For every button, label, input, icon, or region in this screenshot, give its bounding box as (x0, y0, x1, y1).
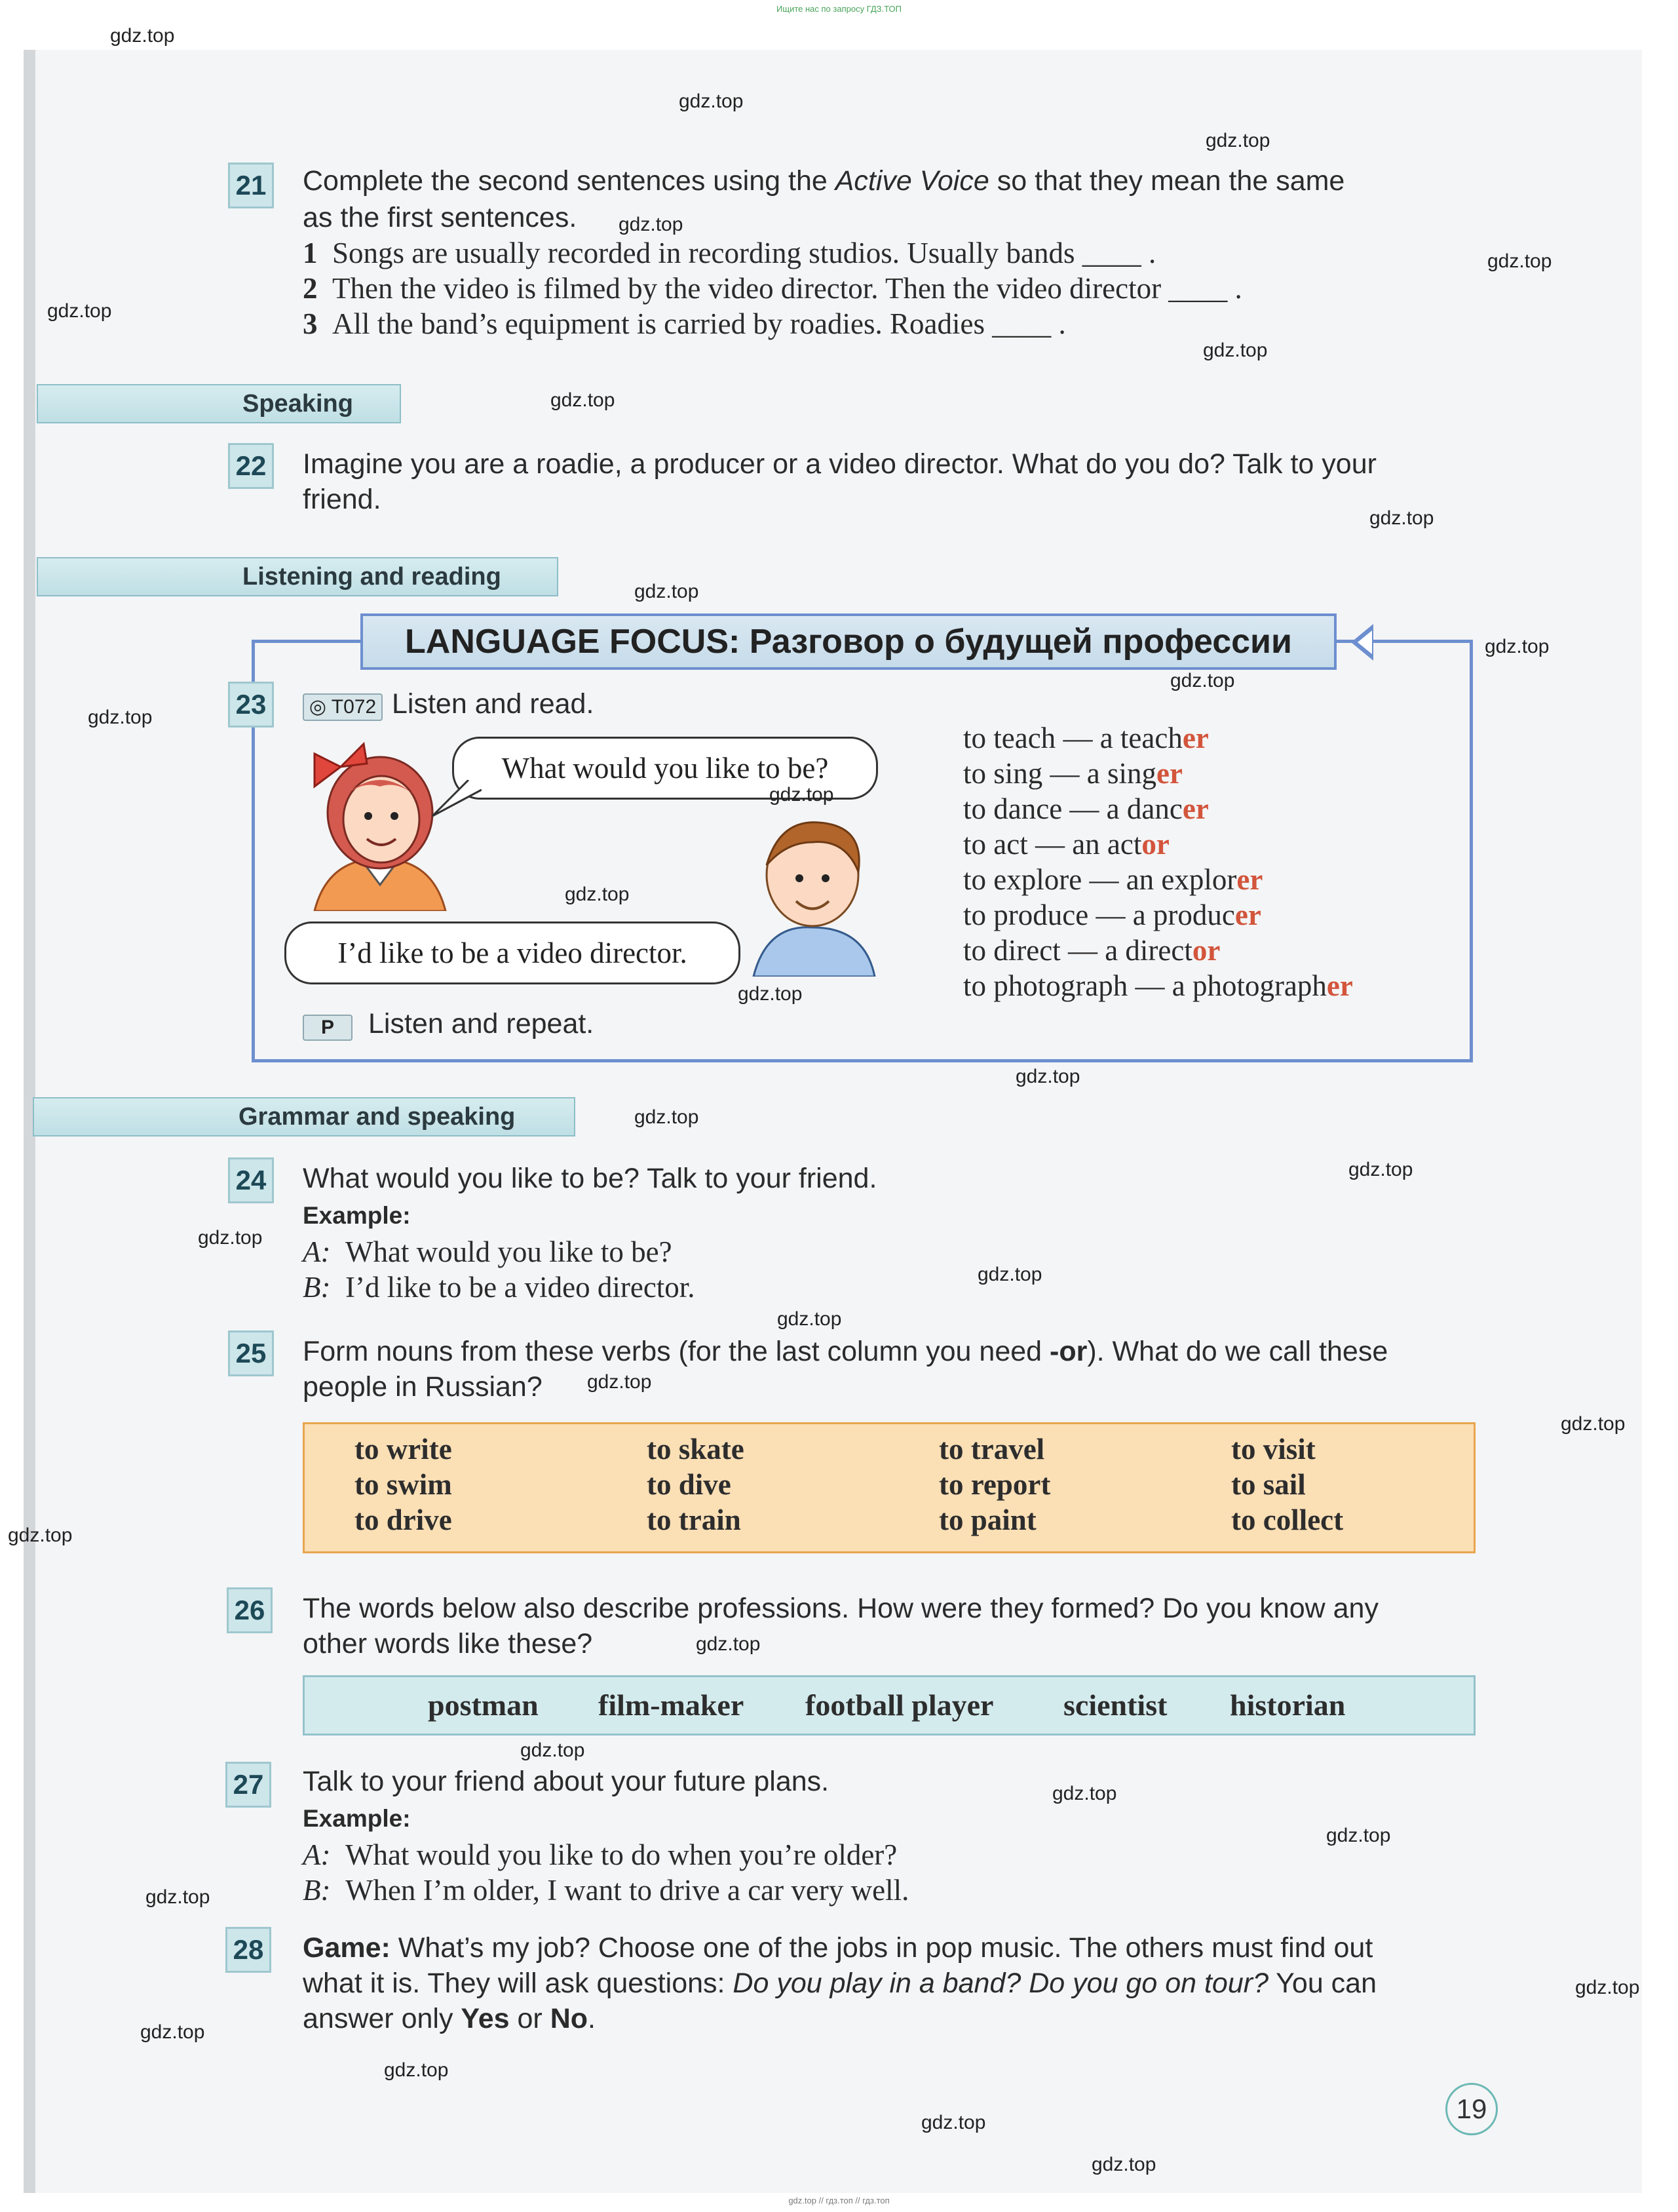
speaker-a: A: (303, 1235, 331, 1268)
watermark: gdz.top (978, 1264, 1042, 1285)
form-noun: a photograph (1172, 969, 1327, 1002)
exercise-number-24: 24 (228, 1157, 274, 1203)
watermark: gdz.top (1092, 2154, 1156, 2175)
watermark: gdz.top (198, 1227, 263, 1249)
form-row-produce: to produce — a producer (963, 899, 1261, 931)
watermark: gdz.top (1170, 670, 1235, 691)
watermark: gdz.top (145, 1886, 210, 1908)
form-suffix: er (1156, 757, 1183, 790)
top-banner[interactable]: Ищите нас по запросу ГДЗ.ТОП (776, 4, 902, 14)
verb-cell: to report (939, 1468, 1051, 1501)
ex21-instr-part-b: so that they mean the same (989, 165, 1345, 197)
form-noun: a sing (1086, 757, 1157, 790)
form-row-direct: to direct — a director (963, 934, 1221, 967)
watermark: gdz.top (587, 1371, 652, 1393)
form-suffix: er (1236, 863, 1263, 896)
ex28-line2 (303, 1968, 1377, 2000)
ex27-line-a (303, 1838, 897, 1872)
ex28-line1 (303, 1932, 1373, 1964)
line-text: What would you like to be? (345, 1235, 672, 1268)
verbs-box (303, 1422, 1476, 1553)
exercise-number-23: 23 (228, 682, 274, 728)
speaker-b: B: (303, 1271, 331, 1304)
ex28-line2-text: what it is. They will ask questions: (303, 1968, 733, 1999)
exercise-number-27: 27 (225, 1762, 271, 1808)
exercise-number-22: 22 (228, 443, 274, 489)
ex21-item-2 (303, 271, 1242, 305)
ex25-suffix-or: -or (1050, 1336, 1088, 1367)
ex22-text-line1: Imagine you are a roadie, a producer or a video director. What do you do? Talk to your (303, 448, 1377, 480)
form-verb: to direct (963, 934, 1061, 967)
watermark: gdz.top (1203, 340, 1268, 361)
watermark: gdz.top (1369, 507, 1434, 529)
ex21-instruction-line2: as the first sentences. (303, 202, 577, 233)
form-verb: to dance (963, 792, 1063, 825)
line-text: What would you like to do when you’re older? (345, 1838, 898, 1871)
listen-repeat-instruction: Listen and repeat. (368, 1008, 594, 1039)
watermark: gdz.top (1206, 130, 1270, 151)
watermark: gdz.top (550, 389, 615, 411)
ex28-questions: Do you play in a band? Do you go on tour? (733, 1968, 1268, 1999)
exercise-number-21: 21 (228, 163, 274, 208)
ex25-instruction-line1 (303, 1336, 1388, 1368)
answer-no: No (550, 2003, 588, 2034)
section-header-speaking: Speaking (37, 384, 401, 423)
verb-cell: to sail (1231, 1468, 1306, 1501)
watermark: gdz.top (696, 1633, 761, 1655)
verb-cell: to swim (354, 1468, 452, 1501)
girl-illustration (301, 728, 459, 911)
page-number: 19 (1445, 2083, 1498, 2135)
watermark: gdz.top (565, 883, 630, 905)
language-focus-title: LANGUAGE FOCUS: Разговор о будущей профессии (360, 613, 1337, 670)
watermark: gdz.top (88, 707, 153, 728)
profession-word: film-maker (598, 1688, 744, 1722)
item-number: 3 (303, 307, 318, 340)
ex25-part-a: Form nouns from these verbs (for the last column you need (303, 1336, 1050, 1367)
watermark: gdz.top (384, 2059, 449, 2081)
verb-cell: to collect (1231, 1504, 1344, 1536)
ex26-instruction-line1: The words below also describe professions. How were they formed? Do you know any (303, 1593, 1379, 1624)
form-suffix: or (1141, 828, 1170, 861)
form-noun: a direct (1105, 934, 1192, 967)
professions-word-box (303, 1675, 1476, 1736)
verb-cell: to dive (647, 1468, 731, 1501)
profession-word: postman (428, 1688, 539, 1722)
form-suffix: er (1182, 792, 1209, 825)
ex28-period: . (588, 2003, 596, 2034)
ex21-instr-part-a: Complete the second sentences using the (303, 165, 835, 197)
watermark: gdz.top (8, 1524, 73, 1546)
ex24-instruction: What would you like to be? Talk to your friend. (303, 1163, 877, 1194)
form-noun: an explor (1126, 863, 1237, 896)
exercise-number-26: 26 (227, 1587, 273, 1633)
ex27-instruction: Talk to your friend about your future plans. (303, 1766, 829, 1797)
answer-yes: Yes (461, 2003, 510, 2034)
speech-bubble-answer: I’d like to be a video director. (284, 922, 740, 984)
speaker-a: A: (303, 1838, 331, 1871)
form-row-explore: to explore — an explorer (963, 863, 1263, 896)
item-text: Songs are usually recorded in recording studios. Usually bands ____ . (332, 237, 1156, 269)
pronunciation-badge[interactable]: P (303, 1015, 353, 1041)
profession-word: historian (1230, 1688, 1346, 1722)
ex21-instr-emphasis: Active Voice (835, 165, 989, 197)
form-suffix: er (1182, 722, 1209, 754)
exercise-number-28: 28 (225, 1927, 271, 1973)
form-noun: an act (1072, 828, 1142, 861)
item-number: 2 (303, 272, 318, 305)
form-verb: to explore (963, 863, 1082, 896)
profession-word: scientist (1063, 1688, 1168, 1722)
verb-cell: to drive (354, 1504, 452, 1536)
item-number: 1 (303, 237, 318, 269)
form-row-sing: to sing — a singer (963, 757, 1183, 790)
ex28-or: or (509, 2003, 550, 2034)
ex28-line3-text: answer only (303, 2003, 461, 2034)
watermark: gdz.top (738, 983, 803, 1005)
speaker-b: B: (303, 1874, 331, 1907)
ex27-line-b (303, 1873, 909, 1907)
form-verb: to act (963, 828, 1028, 861)
watermark: gdz.top (140, 2021, 205, 2043)
line-text: I’d like to be a video director. (345, 1271, 695, 1304)
audio-track-badge[interactable] (303, 693, 383, 721)
watermark: gdz.top (1485, 636, 1550, 657)
watermark: gdz.top (1348, 1159, 1413, 1180)
watermark: gdz.top (634, 1106, 699, 1128)
form-row-act: to act — an actor (963, 828, 1170, 861)
form-row-dance: to dance — a dancer (963, 792, 1209, 825)
form-suffix: or (1192, 934, 1221, 967)
ex28-line2-end: You can (1268, 1968, 1377, 1999)
ex28-line3 (303, 2003, 596, 2035)
ex26-instruction-line2: other words like these? (303, 1628, 593, 1659)
verb-cell: to train (647, 1504, 741, 1536)
section-header-listening-reading: Listening and reading (37, 557, 558, 596)
watermark: gdz.top (110, 25, 175, 47)
form-verb: to sing (963, 757, 1043, 790)
verb-cell: to visit (1231, 1433, 1316, 1465)
watermark: gdz.top (1052, 1783, 1117, 1804)
watermark: gdz.top (777, 1308, 842, 1330)
form-verb: to photograph (963, 969, 1128, 1002)
item-text: Then the video is filmed by the video director. Then the video director ____ . (332, 272, 1242, 305)
bottom-banner[interactable]: gdz.top // гдз.топ // гдз.топ (788, 2196, 890, 2205)
exercise-number-25: 25 (228, 1330, 274, 1376)
form-verb: to teach (963, 722, 1056, 754)
ex25-part-c: ). What do we call these (1087, 1336, 1388, 1367)
watermark: gdz.top (769, 784, 834, 805)
line-text: When I’m older, I want to drive a car very well. (345, 1874, 909, 1907)
profession-word: football player (805, 1688, 994, 1722)
form-verb: to produce (963, 899, 1089, 931)
ex21-item-1 (303, 236, 1156, 270)
verb-cell: to travel (939, 1433, 1045, 1465)
game-label: Game: (303, 1932, 391, 1964)
watermark: gdz.top (1326, 1825, 1391, 1846)
speech-bubble-question: What would you like to be? (452, 737, 878, 800)
form-row-teach: to teach — a teacher (963, 722, 1209, 754)
watermark: gdz.top (1487, 250, 1552, 272)
watermark: gdz.top (47, 300, 112, 322)
ex28-line1-text: What’s my job? Choose one of the jobs in pop music. The others must find out (390, 1932, 1373, 1964)
form-noun: a danc (1106, 792, 1183, 825)
form-noun: a teach (1099, 722, 1183, 754)
section-header-grammar-speaking: Grammar and speaking (33, 1097, 575, 1136)
item-text: All the band’s equipment is carried by roadies. Roadies ____ . (332, 307, 1066, 340)
form-noun: a produc (1132, 899, 1235, 931)
watermark: gdz.top (1561, 1413, 1626, 1435)
verb-cell: to skate (647, 1433, 744, 1465)
audio-disc-icon: ◎ (309, 696, 326, 718)
ex24-line-b (303, 1270, 695, 1304)
watermark: gdz.top (1575, 1977, 1640, 1998)
ex27-example-label: Example: (303, 1805, 411, 1832)
ex24-line-a (303, 1235, 672, 1269)
verb-cell: to paint (939, 1504, 1037, 1536)
boy-illustration (740, 813, 885, 977)
ex25-instruction-line2: people in Russian? (303, 1371, 543, 1403)
verb-cell: to write (354, 1433, 452, 1465)
ex24-example-label: Example: (303, 1202, 411, 1229)
watermark: gdz.top (921, 2112, 986, 2133)
ex21-instruction-line1 (303, 165, 1344, 197)
watermark: gdz.top (679, 90, 744, 112)
form-row-photograph: to photograph — a photographer (963, 969, 1353, 1002)
audio-track-label: T072 (331, 696, 377, 718)
arrow-left-icon-inner (1358, 631, 1372, 654)
watermark: gdz.top (520, 1739, 585, 1761)
ex23-instruction: Listen and read. (392, 688, 594, 720)
ex21-item-3 (303, 307, 1066, 341)
form-suffix: er (1234, 899, 1261, 931)
form-suffix: er (1326, 969, 1353, 1002)
watermark: gdz.top (634, 581, 699, 602)
bubble-tail (429, 780, 482, 819)
ex22-text-line2: friend. (303, 484, 381, 515)
watermark: gdz.top (1016, 1066, 1080, 1087)
watermark: gdz.top (619, 214, 683, 235)
